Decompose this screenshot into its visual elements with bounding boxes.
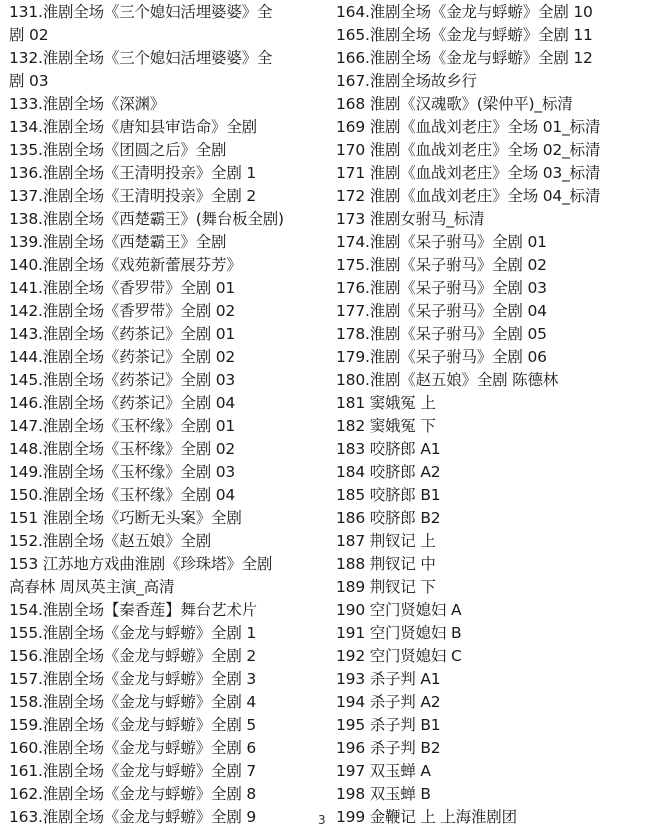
list-item: 167.淮剧全场故乡行 <box>336 72 477 90</box>
list-item: 170 淮剧《血战刘老庄》全场 02_标清 <box>336 141 601 159</box>
list-item: 143.淮剧全场《药茶记》全剧 01 <box>9 325 236 343</box>
list-item: 171 淮剧《血战刘老庄》全场 03_标清 <box>336 164 601 182</box>
list-item: 189 荆钗记 下 <box>336 578 436 596</box>
list-item: 157.淮剧全场《金龙与蜉蝣》全剧 3 <box>9 670 257 688</box>
list-item: 剧 03 <box>9 72 49 90</box>
left-column <box>9 1 329 829</box>
list-item: 188 荆钗记 中 <box>336 555 436 573</box>
list-item: 190 空门贤媳妇 A <box>336 601 462 619</box>
list-item: 199 金鞭记 上 上海淮剧团 <box>336 808 517 826</box>
list-item: 151 淮剧全场《巧断无头案》全剧 <box>9 509 242 527</box>
list-item: 149.淮剧全场《玉杯缘》全剧 03 <box>9 463 236 481</box>
list-item: 174.淮剧《呆子驸马》全剧 01 <box>336 233 547 251</box>
list-item: 196 杀子判 B2 <box>336 739 441 757</box>
list-item: 173 淮剧女驸马_标清 <box>336 210 485 228</box>
list-item: 168 淮剧《汉魂歌》(梁仲平)_标清 <box>336 95 573 113</box>
list-item: 156.淮剧全场《金龙与蜉蝣》全剧 2 <box>9 647 257 665</box>
list-item: 158.淮剧全场《金龙与蜉蝣》全剧 4 <box>9 693 257 711</box>
list-item: 145.淮剧全场《药茶记》全剧 03 <box>9 371 236 389</box>
list-item: 192 空门贤媳妇 C <box>336 647 462 665</box>
list-item: 164.淮剧全场《金龙与蜉蝣》全剧 10 <box>336 3 593 21</box>
list-item: 148.淮剧全场《玉杯缘》全剧 02 <box>9 440 236 458</box>
list-item: 139.淮剧全场《西楚霸王》全剧 <box>9 233 227 251</box>
list-item: 176.淮剧《呆子驸马》全剧 03 <box>336 279 547 297</box>
list-item: 154.淮剧全场【秦香莲】舞台艺术片 <box>9 601 257 619</box>
list-item: 178.淮剧《呆子驸马》全剧 05 <box>336 325 547 343</box>
list-item: 191 空门贤媳妇 B <box>336 624 462 642</box>
list-item: 183 咬脐郎 A1 <box>336 440 441 458</box>
list-item: 160.淮剧全场《金龙与蜉蝣》全剧 6 <box>9 739 257 757</box>
list-item: 138.淮剧全场《西楚霸王》(舞台板全剧) <box>9 210 284 228</box>
list-item: 186 咬脐郎 B2 <box>336 509 441 527</box>
list-item: 146.淮剧全场《药茶记》全剧 04 <box>9 394 236 412</box>
list-item: 144.淮剧全场《药茶记》全剧 02 <box>9 348 236 366</box>
list-item: 152.淮剧全场《赵五娘》全剧 <box>9 532 212 550</box>
list-item: 185 咬脐郎 B1 <box>336 486 441 504</box>
list-item: 137.淮剧全场《王清明投亲》全剧 2 <box>9 187 257 205</box>
right-column <box>336 1 648 829</box>
list-item: 180.淮剧《赵五娘》全剧 陈德林 <box>336 371 559 389</box>
list-item: 175.淮剧《呆子驸马》全剧 02 <box>336 256 547 274</box>
list-item: 132.淮剧全场《三个媳妇活埋婆婆》全 <box>9 49 273 67</box>
list-item: 150.淮剧全场《玉杯缘》全剧 04 <box>9 486 236 504</box>
list-item: 179.淮剧《呆子驸马》全剧 06 <box>336 348 547 366</box>
list-item: 142.淮剧全场《香罗带》全剧 02 <box>9 302 236 320</box>
list-item: 159.淮剧全场《金龙与蜉蝣》全剧 5 <box>9 716 257 734</box>
list-item: 166.淮剧全场《金龙与蜉蝣》全剧 12 <box>336 49 593 67</box>
list-item: 172 淮剧《血战刘老庄》全场 04_标清 <box>336 187 601 205</box>
list-item: 177.淮剧《呆子驸马》全剧 04 <box>336 302 547 320</box>
list-item: 163.淮剧全场《金龙与蜉蝣》全剧 9 <box>9 808 257 826</box>
list-item: 134.淮剧全场《唐知县审诰命》全剧 <box>9 118 257 136</box>
list-item: 135.淮剧全场《团圆之后》全剧 <box>9 141 227 159</box>
list-item: 193 杀子判 A1 <box>336 670 441 688</box>
list-item: 197 双玉蝉 A <box>336 762 431 780</box>
list-item: 195 杀子判 B1 <box>336 716 441 734</box>
list-item: 136.淮剧全场《王清明投亲》全剧 1 <box>9 164 257 182</box>
list-item: 155.淮剧全场《金龙与蜉蝣》全剧 1 <box>9 624 257 642</box>
page-number: 3 <box>318 813 326 827</box>
list-item: 162.淮剧全场《金龙与蜉蝣》全剧 8 <box>9 785 257 803</box>
list-item: 187 荆钗记 上 <box>336 532 436 550</box>
list-item: 131.淮剧全场《三个媳妇活埋婆婆》全 <box>9 3 273 21</box>
list-item: 153 江苏地方戏曲淮剧《珍珠塔》全剧 <box>9 555 273 573</box>
list-item: 184 咬脐郎 A2 <box>336 463 441 481</box>
list-item: 165.淮剧全场《金龙与蜉蝣》全剧 11 <box>336 26 593 44</box>
list-item: 161.淮剧全场《金龙与蜉蝣》全剧 7 <box>9 762 257 780</box>
list-item: 140.淮剧全场《戏苑新蕾展芬芳》 <box>9 256 242 274</box>
list-item: 169 淮剧《血战刘老庄》全场 01_标清 <box>336 118 601 136</box>
list-item: 194 杀子判 A2 <box>336 693 441 711</box>
list-item: 198 双玉蝉 B <box>336 785 431 803</box>
list-item: 133.淮剧全场《深渊》 <box>9 95 166 113</box>
list-item: 剧 02 <box>9 26 49 44</box>
list-item: 高春林 周凤英主演_高清 <box>9 578 175 596</box>
list-item: 147.淮剧全场《玉杯缘》全剧 01 <box>9 417 236 435</box>
list-item: 182 窦娥冤 下 <box>336 417 436 435</box>
list-item: 181 窦娥冤 上 <box>336 394 436 412</box>
list-item: 141.淮剧全场《香罗带》全剧 01 <box>9 279 236 297</box>
